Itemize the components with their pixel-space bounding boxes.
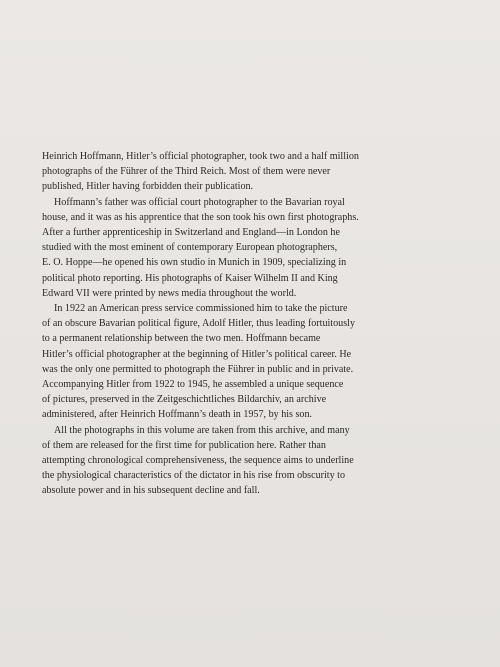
paragraph-2 [42,195,462,301]
text-line: house, and it was as his apprentice that the son took his own first photographs. [42,211,359,223]
text-line: was the only one permitted to photograph the Führer in public and in private. [42,363,354,375]
text-line: All the photographs in this volume are taken from this archive, and many [54,424,350,436]
text-line: Heinrich Hoffmann, Hitler’s official photographer, took two and a half million [42,151,359,162]
text-line: published, Hitler having forbidden their publication. [42,181,254,193]
text-line: administered, after Heinrich Hoffmann’s death in 1957, by his son. [42,409,313,421]
text-line: After a further apprenticeship in Switzerland and England—in London he [42,227,340,239]
text-line: absolute power and in his subsequent decline and fall. [42,485,260,497]
body-text [42,149,462,499]
text-line: of pictures, preserved in the Zeitgeschichtliches Bildarchiv, an archive [42,394,327,406]
text-line: E. O. Hoppe—he opened his own studio in Munich in 1909, specializing in [42,257,347,269]
text-line: of them are released for the first time for publication here. Rather than [42,439,326,451]
text-line: attempting chronological comprehensiveness, the sequence aims to underline [42,455,354,467]
text-line: In 1922 an American press service commissioned him to take the picture [54,303,348,315]
text-line: to a permanent relationship between the two men. Hoffmann became [42,333,321,345]
text-line: photographs of the Führer of the Third Reich. Most of them were never [42,166,331,178]
text-line: studied with the most eminent of contemporary European photographers, [42,242,338,254]
paragraph-1 [42,149,462,195]
text-line: Accompanying Hitler from 1922 to 1945, he assembled a unique sequence [42,379,344,391]
paragraph-3 [42,301,462,423]
text-line: Hoffmann’s father was official court photographer to the Bavarian royal [54,196,345,208]
text-line: Hitler’s official photographer at the beginning of Hitler’s political career. He [42,348,352,360]
text-line: of an obscure Bavarian political figure, Adolf Hitler, thus leading fortuitously [42,318,355,330]
text-line: political photo reporting. His photographs of Kaiser Wilhelm II and King [42,272,338,284]
paragraph-4 [42,423,462,499]
text-line: Edward VII were printed by news media throughout the world. [42,287,297,299]
text-line: the physiological characteristics of the dictator in his rise from obscurity to [42,470,346,482]
